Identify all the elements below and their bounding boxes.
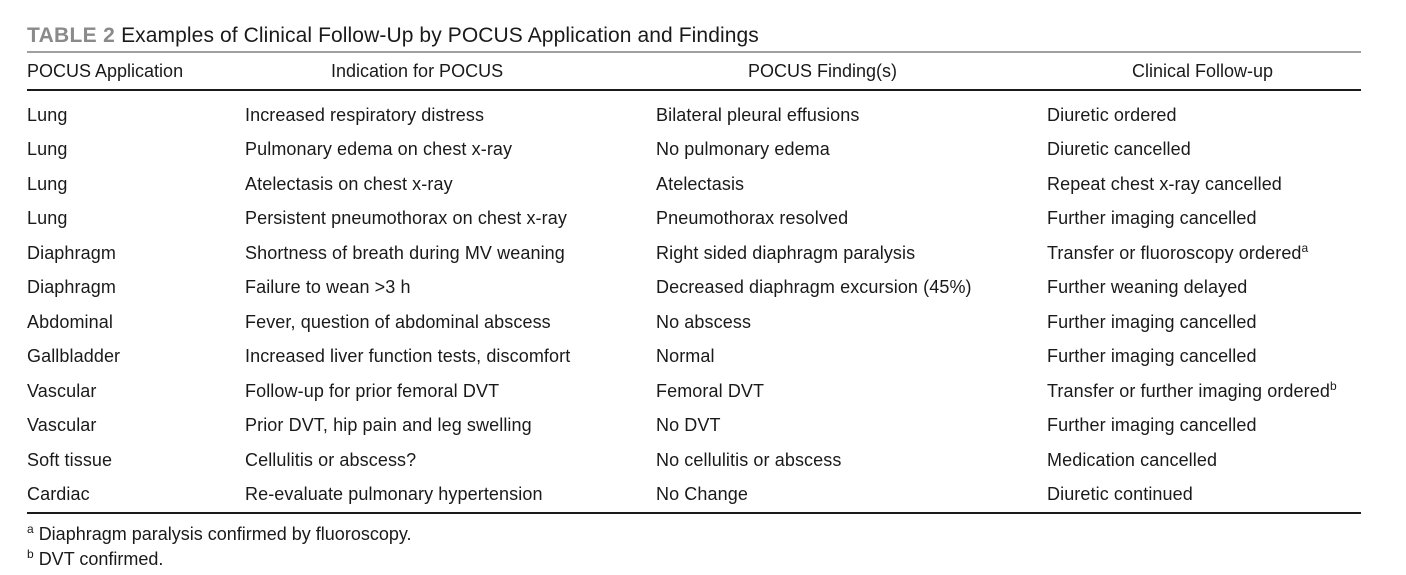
header-row [27, 53, 1361, 90]
footnote-mark: b [27, 547, 34, 561]
table-row [27, 202, 1361, 237]
cell-finding-text: No DVT [656, 415, 721, 436]
cell-finding [656, 133, 1047, 168]
header-pocus-application: POCUS Application [27, 53, 245, 90]
cell-finding [656, 409, 1047, 444]
footnote-mark: a [27, 522, 34, 536]
cell-finding [656, 167, 1047, 202]
cell-application-text: Abdominal [27, 311, 113, 332]
cell-finding [656, 478, 1047, 514]
cell-follow-up-text: Further imaging cancelled [1047, 311, 1257, 332]
cell-indication-text: Cellulitis or abscess? [245, 449, 417, 470]
cell-follow-up [1047, 374, 1361, 409]
cell-follow-up [1047, 133, 1361, 168]
cell-application [27, 443, 245, 478]
cell-follow-up-text: Further imaging cancelled [1047, 208, 1257, 229]
footnote-reference: a [1301, 240, 1309, 255]
cell-application-text: Diaphragm [27, 277, 116, 298]
table-row [27, 90, 1361, 133]
cell-application-text: Vascular [27, 380, 97, 401]
cell-application-text: Lung [27, 173, 68, 194]
table-row [27, 133, 1361, 168]
cell-indication [245, 202, 656, 237]
footnote-b [27, 547, 1361, 572]
follow-up-table [27, 53, 1361, 514]
cell-application [27, 478, 245, 514]
cell-follow-up [1047, 202, 1361, 237]
cell-follow-up-text: Further weaning delayed [1047, 277, 1248, 298]
cell-follow-up-text: Further imaging cancelled [1047, 346, 1257, 367]
table-row [27, 374, 1361, 409]
cell-indication-text: Follow-up for prior femoral DVT [245, 380, 500, 401]
cell-follow-up-text: Diuretic ordered [1047, 104, 1177, 125]
table-row [27, 167, 1361, 202]
cell-follow-up-text: Further imaging cancelled [1047, 415, 1257, 436]
table-header [27, 53, 1361, 90]
cell-finding [656, 90, 1047, 133]
table-row [27, 340, 1361, 375]
cell-indication-text: Shortness of breath during MV weaning [245, 242, 565, 263]
table-row [27, 443, 1361, 478]
cell-indication-text: Failure to wean >3 h [245, 277, 411, 298]
cell-follow-up [1047, 409, 1361, 444]
cell-indication [245, 340, 656, 375]
cell-follow-up [1047, 236, 1361, 271]
cell-indication-text: Atelectasis on chest x-ray [245, 173, 453, 194]
cell-application [27, 305, 245, 340]
cell-application-text: Lung [27, 139, 68, 160]
cell-indication-text: Increased respiratory distress [245, 104, 485, 125]
cell-application [27, 236, 245, 271]
cell-follow-up [1047, 340, 1361, 375]
footnote-text: DVT confirmed. [38, 549, 164, 569]
cell-indication [245, 236, 656, 271]
cell-follow-up-text: Repeat chest x-ray cancelled [1047, 173, 1282, 194]
cell-indication [245, 305, 656, 340]
cell-finding-text: Pneumothorax resolved [656, 208, 849, 229]
cell-follow-up-text: Diuretic cancelled [1047, 139, 1191, 160]
cell-follow-up [1047, 443, 1361, 478]
footnotes [27, 522, 1361, 572]
header-findings: POCUS Finding(s) [656, 53, 1047, 90]
cell-finding-text: Decreased diaphragm excursion (45%) [656, 277, 972, 298]
cell-application [27, 202, 245, 237]
cell-finding [656, 340, 1047, 375]
cell-finding [656, 374, 1047, 409]
cell-follow-up-text: Transfer or fluoroscopy ordered [1047, 242, 1302, 263]
cell-application-text: Lung [27, 208, 68, 229]
cell-finding-text: Bilateral pleural effusions [656, 104, 860, 125]
cell-application-text: Cardiac [27, 484, 90, 505]
cell-indication-text: Fever, question of abdominal abscess [245, 311, 551, 332]
table-row [27, 271, 1361, 306]
cell-indication-text: Pulmonary edema on chest x-ray [245, 139, 513, 160]
cell-application-text: Vascular [27, 415, 97, 436]
footnote-text: Diaphragm paralysis confirmed by fluoroscopy. [38, 524, 412, 544]
table-container [27, 22, 1361, 572]
table-row [27, 478, 1361, 514]
cell-indication [245, 478, 656, 514]
cell-application [27, 167, 245, 202]
cell-finding [656, 271, 1047, 306]
cell-indication-text: Prior DVT, hip pain and leg swelling [245, 415, 532, 436]
cell-finding [656, 305, 1047, 340]
header-indication: Indication for POCUS [245, 53, 656, 90]
cell-application-text: Diaphragm [27, 242, 116, 263]
cell-indication-text: Increased liver function tests, discomfort [245, 346, 571, 367]
cell-follow-up-text: Medication cancelled [1047, 449, 1218, 470]
cell-application [27, 271, 245, 306]
table-row [27, 409, 1361, 444]
cell-finding-text: Right sided diaphragm paralysis [656, 242, 916, 263]
cell-application-text: Gallbladder [27, 346, 121, 367]
footnote-a [27, 522, 1361, 547]
cell-finding [656, 202, 1047, 237]
cell-indication [245, 90, 656, 133]
cell-finding-text: No abscess [656, 311, 752, 332]
table-title: Examples of Clinical Follow-Up by POCUS Application and Findings [121, 24, 759, 47]
cell-follow-up [1047, 90, 1361, 133]
cell-finding-text: No cellulitis or abscess [656, 449, 842, 470]
table-row [27, 236, 1361, 271]
table-row [27, 305, 1361, 340]
cell-finding-text: Femoral DVT [656, 380, 765, 401]
cell-application-text: Soft tissue [27, 449, 113, 470]
cell-follow-up [1047, 167, 1361, 202]
cell-indication [245, 443, 656, 478]
cell-follow-up [1047, 305, 1361, 340]
cell-follow-up [1047, 478, 1361, 514]
cell-application [27, 90, 245, 133]
cell-indication [245, 167, 656, 202]
cell-application-text: Lung [27, 104, 68, 125]
cell-indication [245, 374, 656, 409]
table-caption [27, 22, 1361, 53]
cell-application [27, 133, 245, 168]
cell-follow-up-text: Diuretic continued [1047, 484, 1193, 505]
cell-finding [656, 443, 1047, 478]
cell-follow-up-text: Transfer or further imaging ordered [1047, 380, 1330, 401]
cell-finding-text: Normal [656, 346, 715, 367]
footnote-reference: b [1329, 378, 1337, 393]
header-clinical-follow-up: Clinical Follow-up [1047, 53, 1361, 90]
cell-application [27, 340, 245, 375]
cell-indication-text: Re-evaluate pulmonary hypertension [245, 484, 543, 505]
cell-finding-text: Atelectasis [656, 173, 745, 194]
cell-follow-up [1047, 271, 1361, 306]
cell-finding [656, 236, 1047, 271]
table-label: TABLE 2 [27, 24, 116, 47]
table-body [27, 90, 1361, 513]
cell-application [27, 374, 245, 409]
cell-indication [245, 133, 656, 168]
cell-application [27, 409, 245, 444]
cell-finding-text: No Change [656, 484, 748, 505]
cell-indication-text: Persistent pneumothorax on chest x-ray [245, 208, 567, 229]
cell-indication [245, 409, 656, 444]
cell-indication [245, 271, 656, 306]
cell-finding-text: No pulmonary edema [656, 139, 830, 160]
